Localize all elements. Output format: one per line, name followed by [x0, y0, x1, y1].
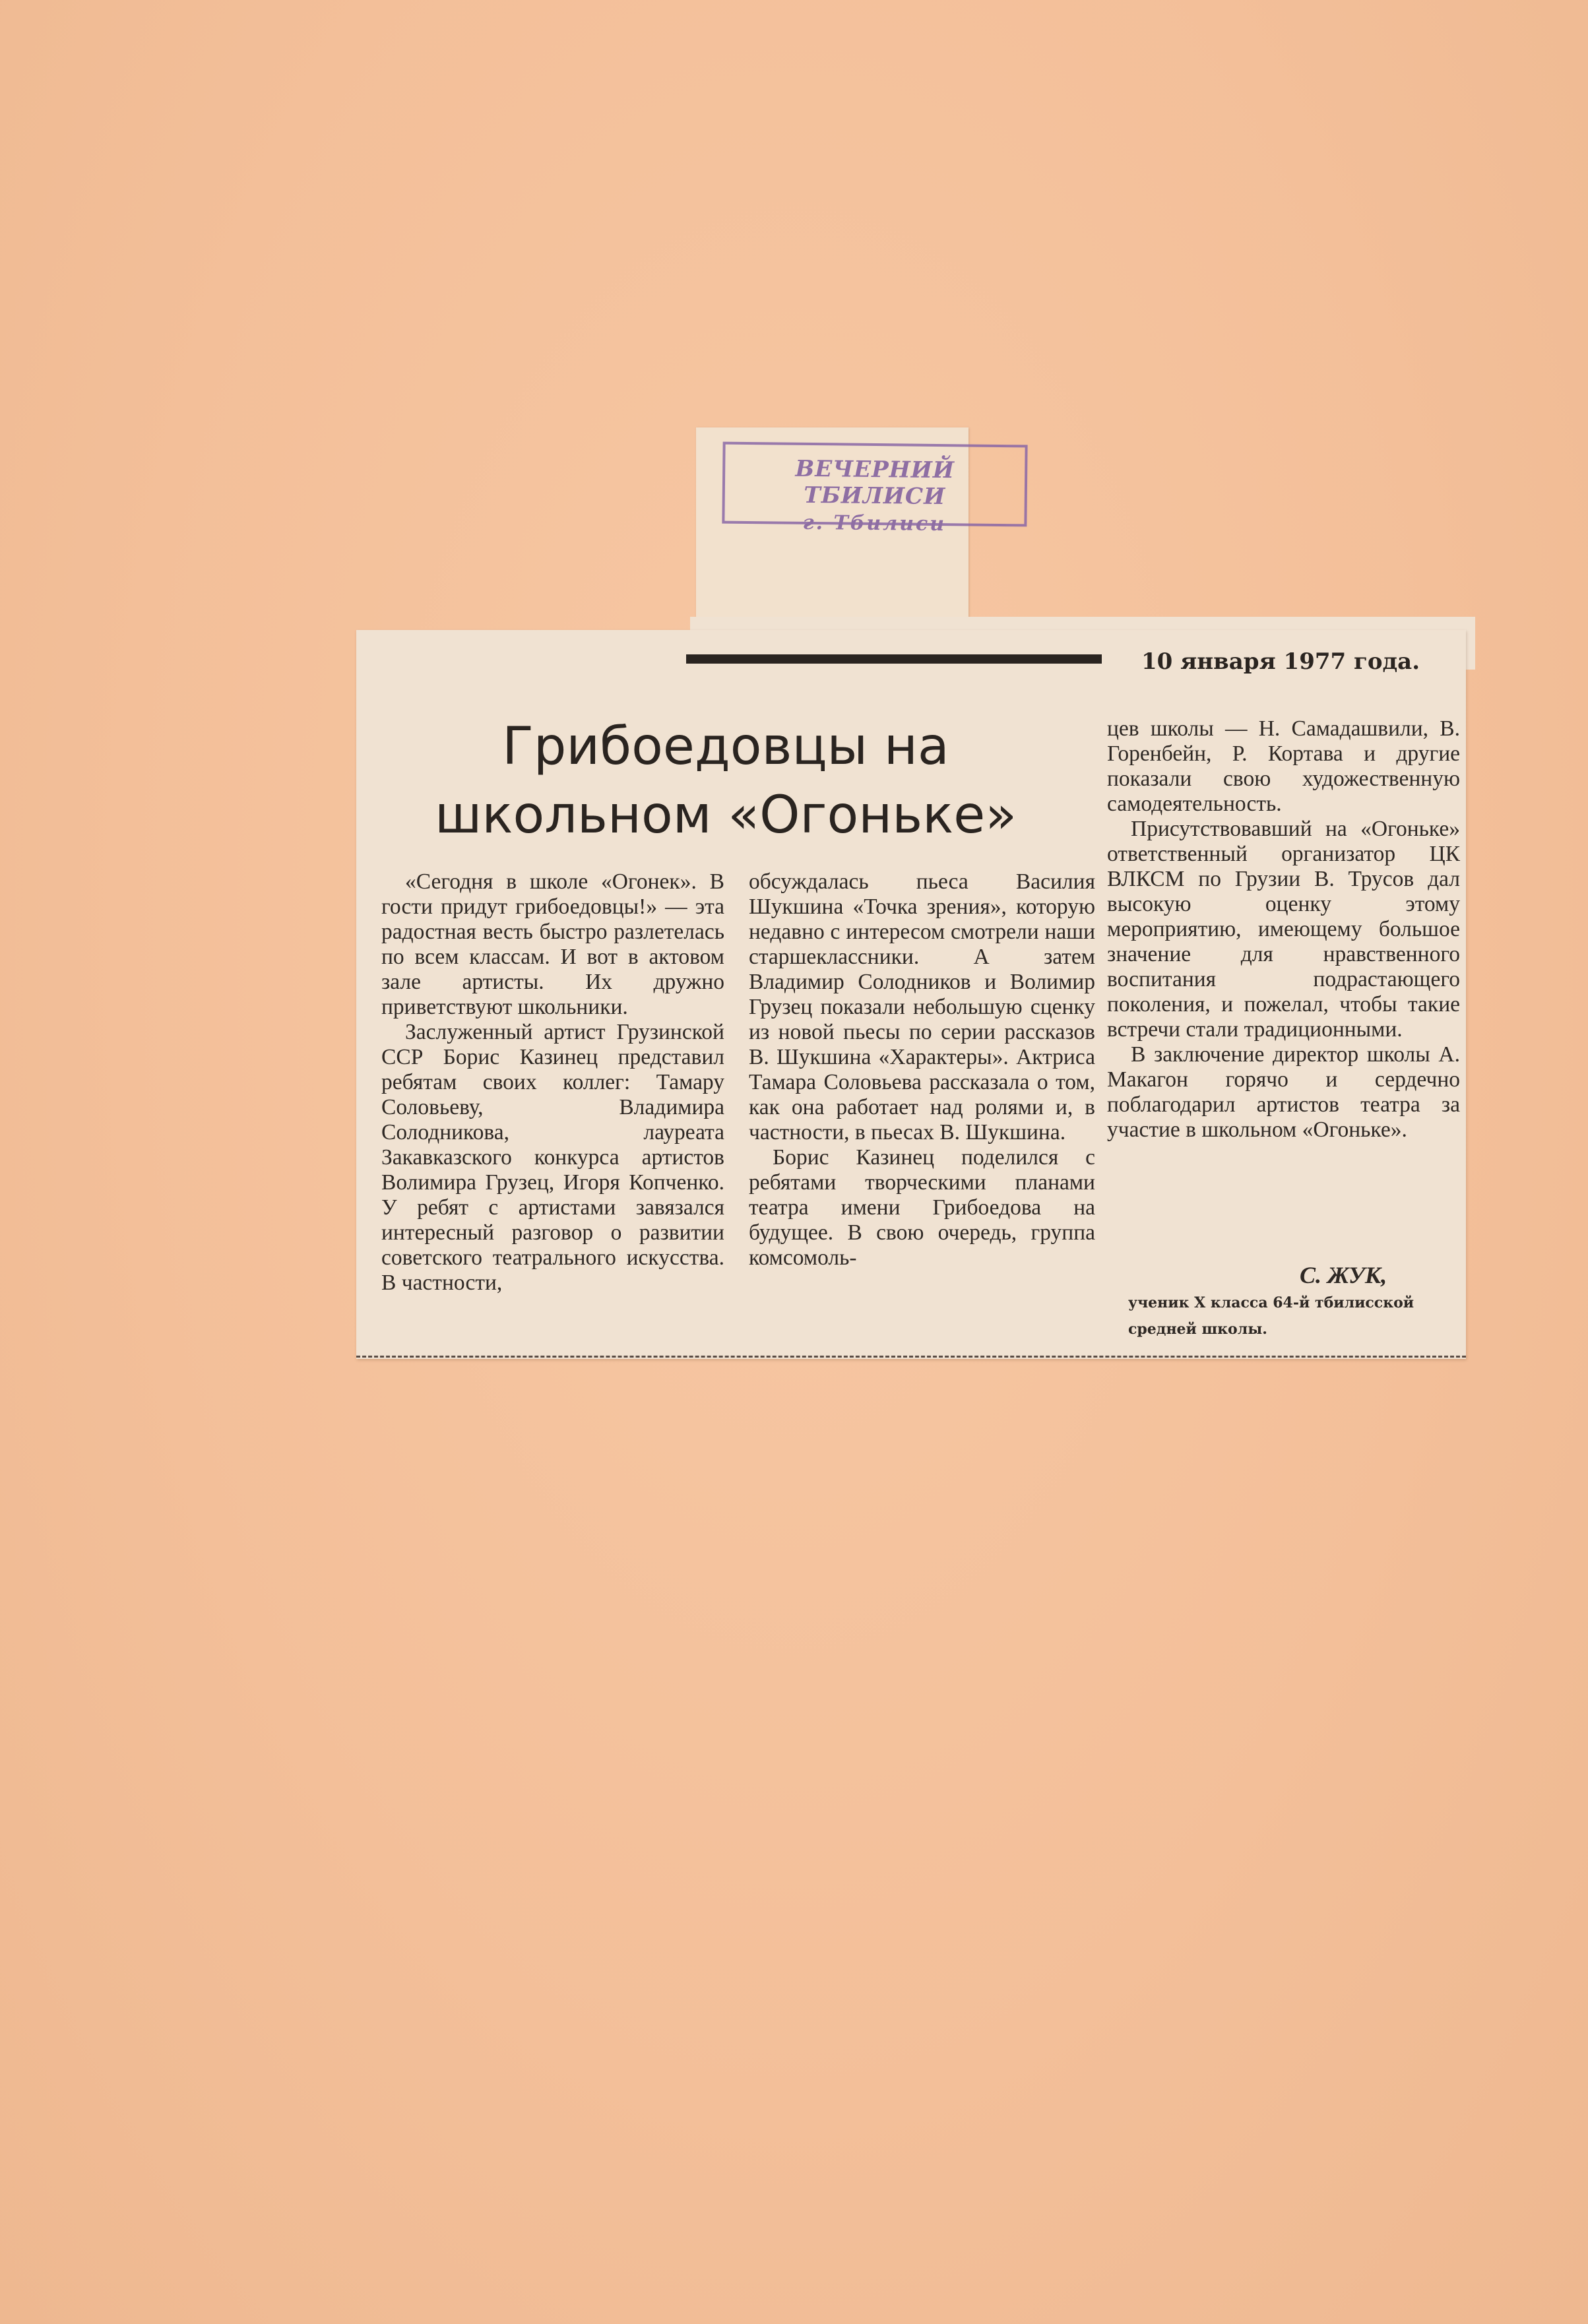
article-column-3 [1107, 716, 1460, 1143]
author-signature: С. ЖУК, [1300, 1262, 1387, 1288]
paragraph: Заслуженный артист Грузинской ССР Борис Казинец представил ребятам своих коллег: Тамару Соловьеву, Владимира Солодникова, лауреата Закавказского конкурса артистов Волимира Грузец, Игоря Копченко. У ребят с артистами завязался интересный разговор о развитии советского театрального искусства. В частности, [381, 1020, 724, 1295]
headline-line-1: Грибоедовцы на [502, 717, 949, 776]
paragraph: обсуждалась пьеса Василия Шукшина «Точка зрения», которую недавно с интересом смотрели наши старшеклассники. А затем Владимир Солодников и Волимир Грузец показали небольшую сценку из новой пьесы по серии рассказов В. Шукшина «Характеры». Актриса Тамара Соловьева рассказала о том, как она работает над ролями и, в частности, в пьесах В. Шукшина. [749, 869, 1095, 1145]
date-rule [686, 654, 1102, 664]
author-note: ученик X класса 64-й тбилисской средней школы. [1128, 1294, 1414, 1338]
stamp-newspaper-name: ВЕЧЕРНИЙ ТБИЛИСИ [795, 455, 955, 511]
paragraph: «Сегодня в школе «Огонек». В гости придут грибоедовцы!» — эта радостная весть быстро разлетелась по всем классам. И вот в актовом зале артисты. Их дружно приветствуют школьники. [381, 869, 724, 1019]
paragraph: Присутствовавший на «Огоньке» ответственный организатор ЦК ВЛКСМ по Грузии В. Трусов дал высокую оценку этому мероприятию, имеющему большое значение для нравственного воспитания подрастающего поколения, и пожелал, чтобы такие встречи стали традиционными. [1107, 817, 1460, 1042]
paragraph: В заключение директор школы А. Макагон горячо и сердечно поблагодарил артистов театра за участие в школьном «Огоньке». [1107, 1042, 1460, 1142]
article-column-2 [749, 869, 1095, 1271]
paragraph: цев школы — Н. Самадашвили, В. Горенбейн, Р. Кортава и другие показали свою художественную самодеятельность. [1107, 716, 1460, 816]
headline-line-2: школьном «Огоньке» [435, 786, 1017, 845]
stamp-city: г. Тбилиси [802, 511, 947, 536]
article-column-1 [381, 869, 724, 1296]
article-headline [356, 712, 1095, 850]
newspaper-stamp [722, 442, 1027, 536]
paragraph: Борис Казинец поделился с ребятами творческими планами театра имени Грибоедова на будущее. В свою очередь, группа комсомоль- [749, 1145, 1095, 1270]
clipping-cut-line [356, 1356, 1466, 1358]
stamp-slip [696, 427, 969, 625]
article-date: 10 января 1977 года. [1141, 648, 1420, 675]
